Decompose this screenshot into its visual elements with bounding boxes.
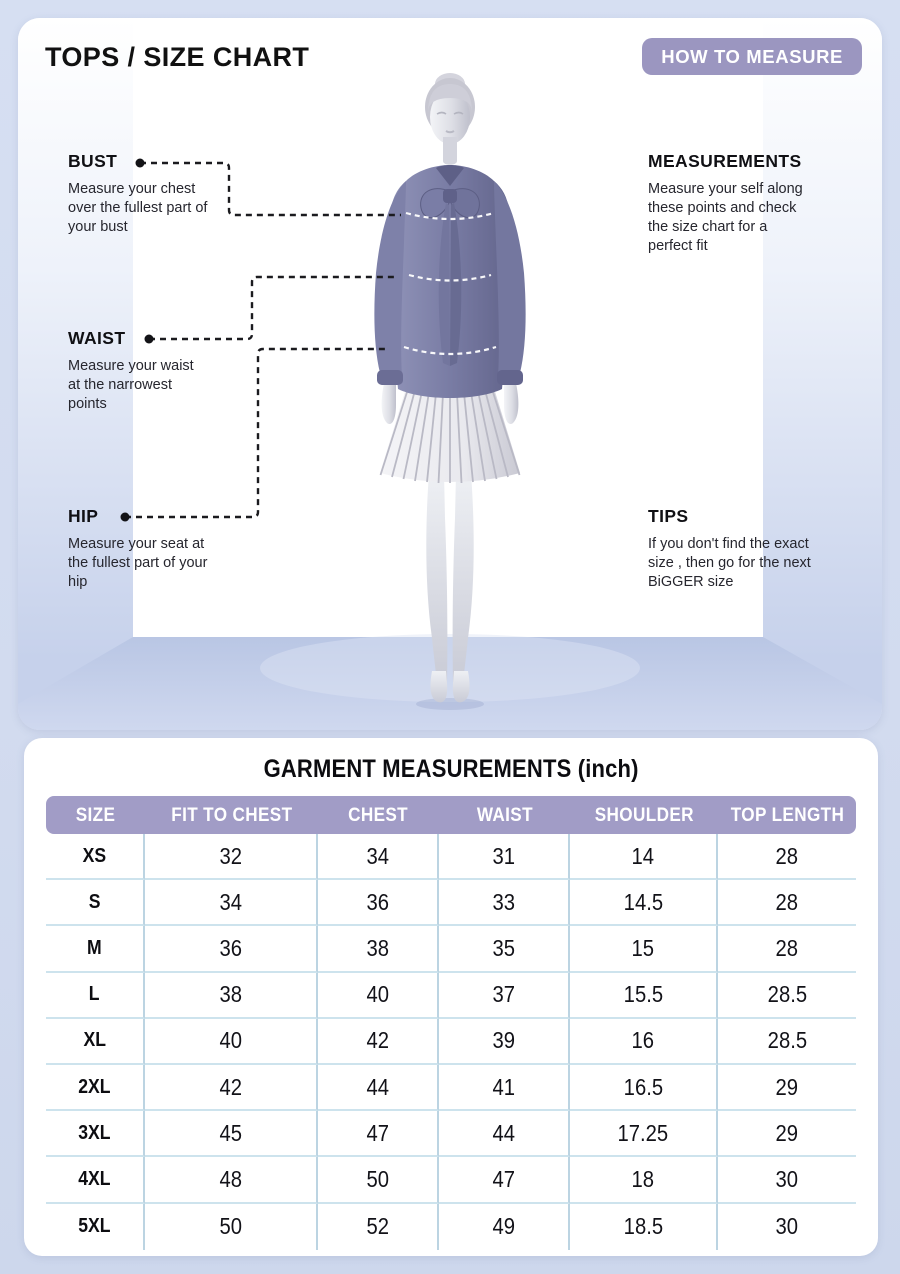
value-cell: 40 [318,973,439,1019]
header-cell-fit-to-chest: FIT TO CHEST [170,803,293,826]
value-cell: 30 [718,1204,856,1250]
value-cell: 44 [439,1111,570,1157]
right-wall [762,18,882,730]
header-cell-size: SIZE [75,803,116,826]
value-cell: 38 [145,973,318,1019]
header-cell-waist: WAIST [476,803,533,826]
value-cell: 38 [318,926,439,972]
size-cell: S [46,880,145,926]
floor-shadow [416,698,484,710]
callout-bust-desc: Measure your chest over the fullest part of your bust [68,181,208,236]
value-cell: 50 [145,1204,318,1250]
right-cuff [497,370,523,385]
value-cell: 44 [318,1065,439,1111]
mannequin-figure [350,73,550,713]
table-title: GARMENT MEASUREMENTS (inch) [263,754,639,783]
left-foot [430,671,447,702]
value-cell: 16.5 [570,1065,718,1111]
how-to-measure-badge: HOW TO MEASURE [642,38,862,75]
value-cell: 34 [145,880,318,926]
value-cell: 30 [718,1157,856,1203]
value-cell: 15.5 [570,973,718,1019]
callout-bust-title: BUST [68,151,118,171]
value-cell: 28.5 [718,973,856,1019]
value-cell: 14 [570,834,718,880]
callout-measurements-desc: Measure your self along these points and check the size chart for a perfect fit [648,181,803,255]
value-cell: 32 [145,834,318,880]
value-cell: 37 [439,973,570,1019]
size-cell: M [46,926,145,972]
size-cell: L [46,973,145,1019]
value-cell: 50 [318,1157,439,1203]
bow-knot [443,189,457,203]
value-cell: 52 [318,1204,439,1250]
page-title: TOPS / SIZE CHART [45,42,310,72]
value-cell: 33 [439,880,570,926]
callout-measurements-title: MEASUREMENTS [648,151,802,171]
size-cell: 2XL [46,1065,145,1111]
callout-measurements [648,151,858,257]
value-cell: 49 [439,1204,570,1250]
table-header-row [46,796,856,834]
pleated-skirt [380,385,520,483]
callout-waist-title: WAIST [68,328,126,348]
table-body [46,834,856,1250]
value-cell: 34 [318,834,439,880]
callout-bust [68,151,278,237]
value-cell: 31 [439,834,570,880]
header-cell-shoulder: SHOULDER [594,803,694,826]
value-cell: 16 [570,1019,718,1065]
value-cell: 17.25 [570,1111,718,1157]
value-cell: 15 [570,926,718,972]
how-to-measure-panel [18,18,882,730]
value-cell: 47 [318,1111,439,1157]
header-cell-chest: CHEST [348,803,409,826]
size-cell: XL [46,1019,145,1065]
header-cell-top-length: TOP LENGTH [730,803,844,826]
value-cell: 28 [718,880,856,926]
value-cell: 40 [145,1019,318,1065]
value-cell: 28.5 [718,1019,856,1065]
value-cell: 41 [439,1065,570,1111]
callout-hip-desc: Measure your seat at the fullest part of your hip [68,536,208,591]
value-cell: 29 [718,1065,856,1111]
value-cell: 47 [439,1157,570,1203]
callout-tips-desc: If you don't find the exact size , then go for the next BiGGER size [648,536,811,591]
value-cell: 45 [145,1111,318,1157]
value-cell: 14.5 [570,880,718,926]
mannequin-legs [426,473,473,702]
value-cell: 36 [145,926,318,972]
callout-hip-title: HIP [68,506,99,526]
value-cell: 28 [718,926,856,972]
value-cell: 42 [145,1065,318,1111]
value-cell: 18 [570,1157,718,1203]
neck [443,137,457,165]
size-cell: 4XL [46,1157,145,1203]
value-cell: 48 [145,1157,318,1203]
callout-waist [68,328,278,414]
garment-measurements-panel [24,738,878,1256]
callout-waist-desc: Measure your waist at the narrowest points [68,358,194,413]
left-cuff [377,370,403,385]
callout-tips-title: TIPS [648,506,689,526]
table-title-row [24,750,878,788]
bow-blouse [374,165,525,398]
value-cell: 39 [439,1019,570,1065]
value-cell: 36 [318,880,439,926]
right-foot [453,671,470,702]
value-cell: 42 [318,1019,439,1065]
value-cell: 29 [718,1111,856,1157]
value-cell: 28 [718,834,856,880]
size-cell: XS [46,834,145,880]
mannequin-head [425,73,475,165]
size-cell: 3XL [46,1111,145,1157]
value-cell: 18.5 [570,1204,718,1250]
value-cell: 35 [439,926,570,972]
callout-tips [648,506,858,592]
size-cell: 5XL [46,1204,145,1250]
callout-hip [68,506,278,592]
